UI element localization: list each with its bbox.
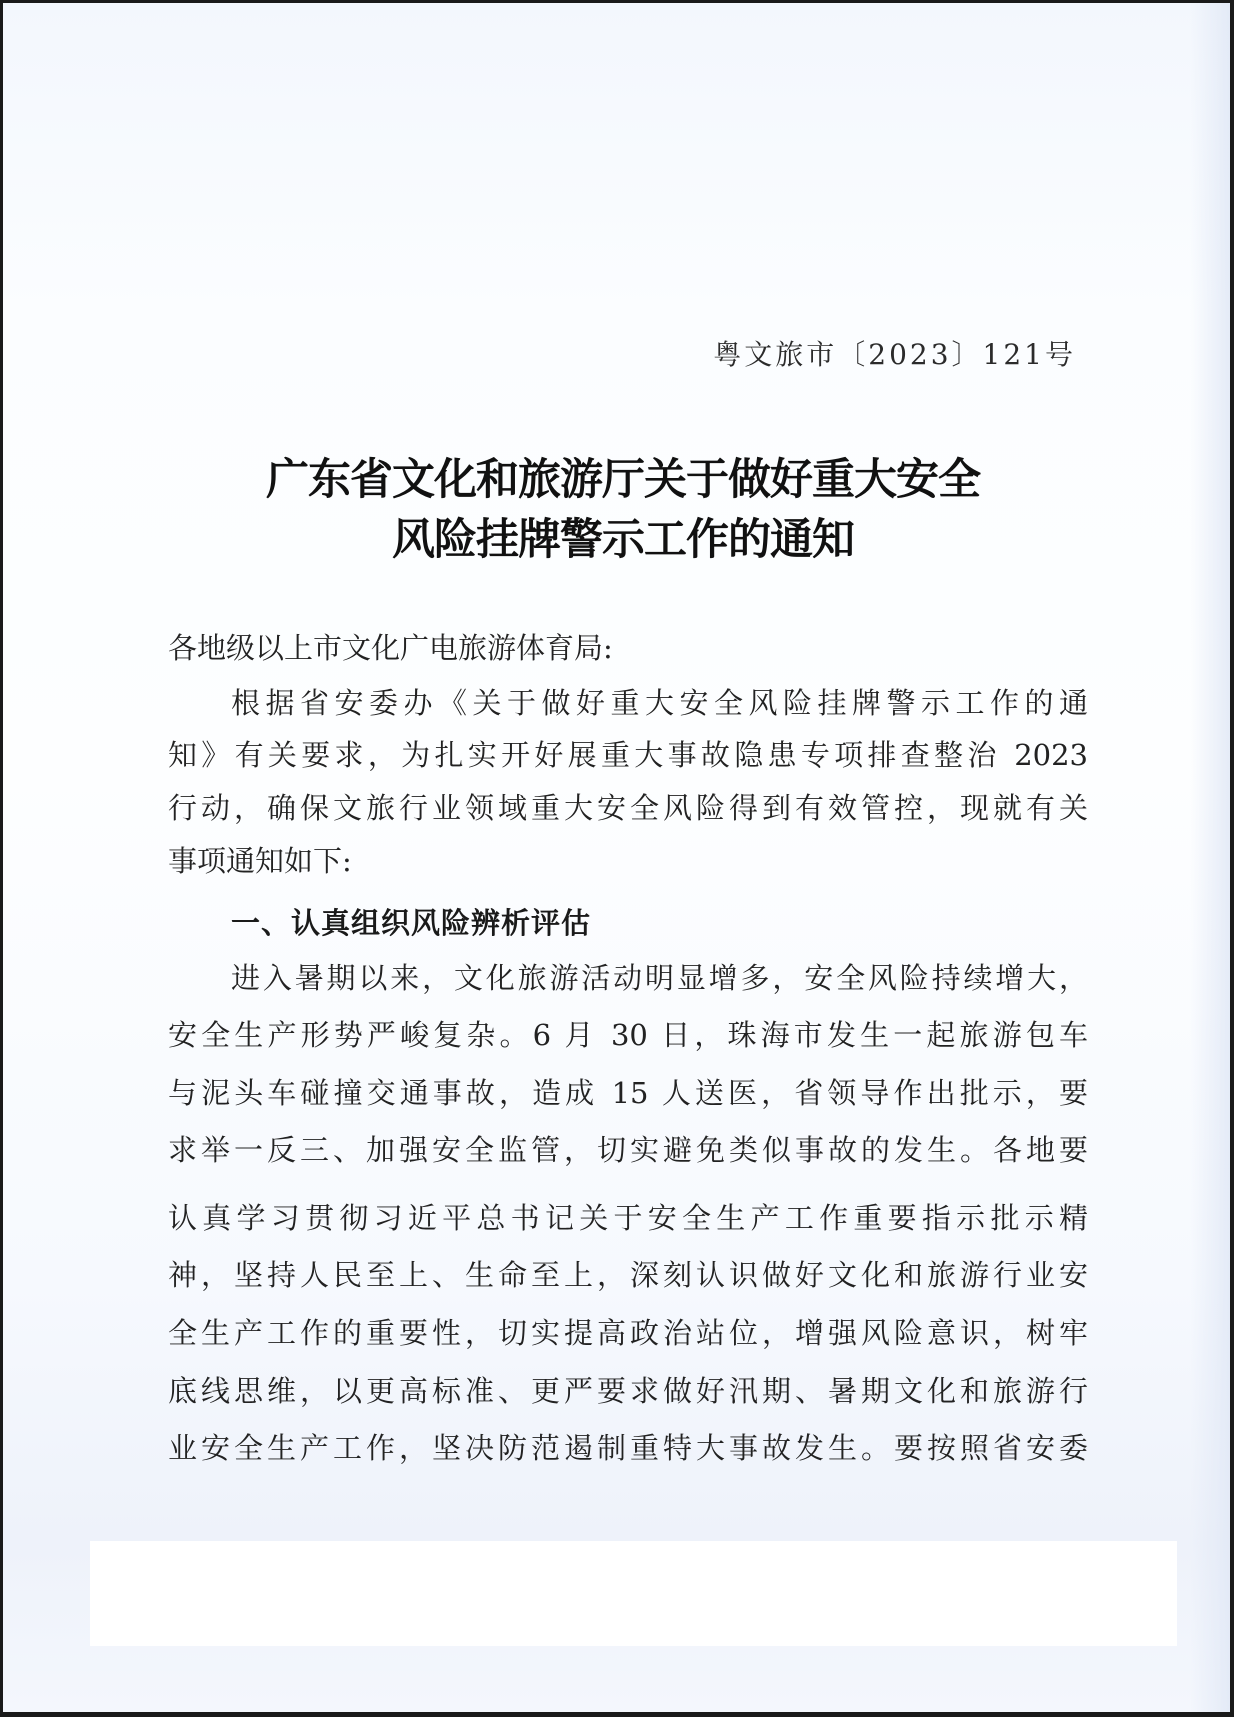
document-number: 粤文旅市〔2023〕121号 bbox=[713, 338, 1076, 371]
paragraph-line: 行动，确保文旅行业领域重大安全风险得到有效管控，现就有关 bbox=[168, 791, 1088, 825]
paragraph-line: 认真学习贯彻习近平总书记关于安全生产工作重要指示批示精 bbox=[168, 1201, 1088, 1235]
paragraph-line: 神，坚持人民至上、生命至上，深刻认识做好文化和旅游行业安 bbox=[168, 1258, 1088, 1292]
document-page bbox=[3, 3, 1230, 1712]
salutation: 各地级以上市文化广电旅游体育局: bbox=[168, 631, 613, 665]
paragraph-line: 全生产工作的重要性，切实提高政治站位，增强风险意识，树牢 bbox=[168, 1316, 1088, 1350]
paragraph-line: 根据省安委办《关于做好重大安全风险挂牌警示工作的通 bbox=[231, 686, 1088, 720]
document-title-line-2: 风险挂牌警示工作的通知 bbox=[392, 515, 854, 565]
paragraph-line: 业安全生产工作，坚决防范遏制重特大事故发生。要按照省安委 bbox=[168, 1431, 1088, 1465]
paragraph-line: 求举一反三、加强安全监管，切实避免类似事故的发生。各地要 bbox=[168, 1133, 1088, 1167]
paragraph-line: 底线思维，以更高标准、更严要求做好汛期、暑期文化和旅游行 bbox=[168, 1374, 1088, 1408]
redaction-block bbox=[90, 1541, 1177, 1646]
paragraph-line: 安全生产形势严峻复杂。6 月 30 日，珠海市发生一起旅游包车 bbox=[168, 1018, 1088, 1052]
paragraph-line: 知》有关要求，为扎实开好展重大事故隐患专项排查整治 2023 bbox=[168, 738, 1088, 772]
paragraph-line: 与泥头车碰撞交通事故，造成 15 人送医，省领导作出批示，要 bbox=[168, 1076, 1088, 1110]
section-heading: 一、认真组织风险辨析评估 bbox=[231, 906, 592, 940]
paragraph-line: 进入暑期以来，文化旅游活动明显增多，安全风险持续增大， bbox=[231, 961, 1088, 995]
paragraph-line: 事项通知如下: bbox=[168, 844, 352, 878]
document-title-line-1: 广东省文化和旅游厅关于做好重大安全 bbox=[266, 455, 980, 505]
